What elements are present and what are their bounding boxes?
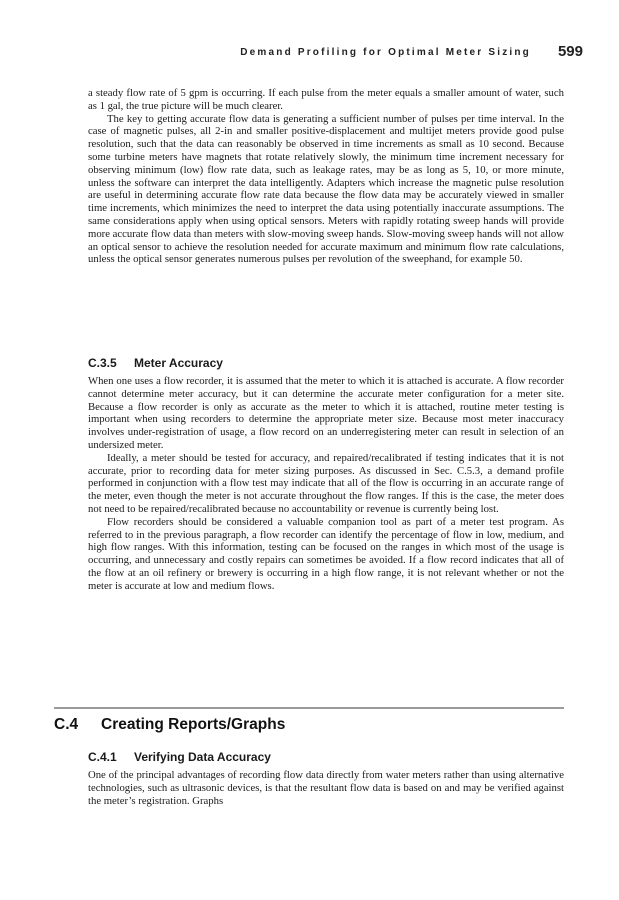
subsection-heading-verifying-data [88, 750, 271, 764]
running-title: Demand Profiling for Optimal Meter Sizing [240, 47, 531, 58]
paragraph: Ideally, a meter should be tested for accuracy, and repaired/recalibrated if testing indicates that it is not accurate, prior to recording data for meter sizing purposes. As discussed in Sec. C.5.3, a demand profile performed in conjunction with a flow test may indicate that all of the flow is occurring in an accurate range of the meter, even though the meter is not accurate throughout the flow ranges. If this is the case, the meter does not need to be repaired/recalibrated because no accountability or revenue is currently being lost. [88, 451, 564, 515]
paragraph: Flow recorders should be considered a valuable companion tool as part of a meter test program. As referred to in the previous paragraph, a flow recorder can identify the percentage of flow in low, medium, and high flow ranges. With this information, testing can be focused on the ranges in which most of the usage is occurring, and unnecessary and costly repairs can sometimes be avoided. If a flow record indicates that all of the flow at an oil refinery or brewery is occurring in a high flow range, it is not relevant whether or not the meter is accurate at low and medium flows. [88, 515, 564, 592]
subsection-number: C.4.1 [88, 750, 117, 764]
paragraph: a steady flow rate of 5 gpm is occurring. If each pulse from the meter equals a smaller amount of water, such as 1 gal, the true picture will be much clearer. [88, 87, 564, 112]
subsection-title: Meter Accuracy [134, 356, 223, 370]
subsection-title: Verifying Data Accuracy [134, 750, 271, 764]
section-number: C.4 [54, 716, 79, 733]
subsection-number: C.3.5 [88, 356, 117, 370]
continued-text-block [88, 87, 564, 266]
section-title: Creating Reports/Graphs [101, 716, 286, 733]
section-heading-creating-reports [54, 716, 285, 734]
meter-accuracy-text-block [88, 375, 564, 593]
page-number: 599 [557, 43, 583, 60]
running-header [88, 44, 583, 64]
subsection-heading-meter-accuracy [88, 356, 223, 370]
verifying-data-text-block [88, 769, 564, 807]
paragraph: One of the principal advantages of recording flow data directly from water meters rather than using alternative technologies, such as ultrasonic devices, is that the resultant flow data is based on and may be verified against the meter’s registration. Graphs [88, 769, 564, 807]
section-rule [54, 707, 564, 709]
paragraph: When one uses a flow recorder, it is assumed that the meter to which it is attached is accurate. A flow recorder cannot determine meter accuracy, but it can determine the accurate meter configuration for a meter site. Because a flow recorder is only as accurate as the meter to which it is attached, routine meter testing is important when using recorders to determine the appropriate meter size. Because most meter inaccuracy involves under-registration of usage, a flow record on an underregistering meter can result in selection of an undersized meter. [88, 375, 564, 451]
paragraph: The key to getting accurate flow data is generating a sufficient number of pulses per time interval. In the case of magnetic pulses, all 2-in and smaller positive-displacement and multijet meters provide good pulse resolution, such that the data can reasonably be observed in time increments as small as 10 second. Because some turbine meters have magnets that rotate relatively slowly, the minimum time increment necessary for observing minimum (low) flow rate data, such as leakage rates, may be as long as 5, 10, or more minute, unless the software can interpret the data intelligently. Adapters which increase the magnetic pulse resolution are useful in determining accurate flow rate data because the flow data may be accurately viewed in smaller time increments, which minimizes the need to interpret the data using potentially inaccurate assumptions. The same considerations apply when using optical sensors. Meters with rapidly rotating sweep hands will provide more accurate flow data than meters with slow-moving sweep hands. Slow-moving sweep hands will not allow an optical sensor to achieve the resolution needed for accurate maximum and minimum flow rate calculations, unless the optical sensor generates numerous pulses per revolution of the sweephand, for example 50. [88, 112, 564, 266]
